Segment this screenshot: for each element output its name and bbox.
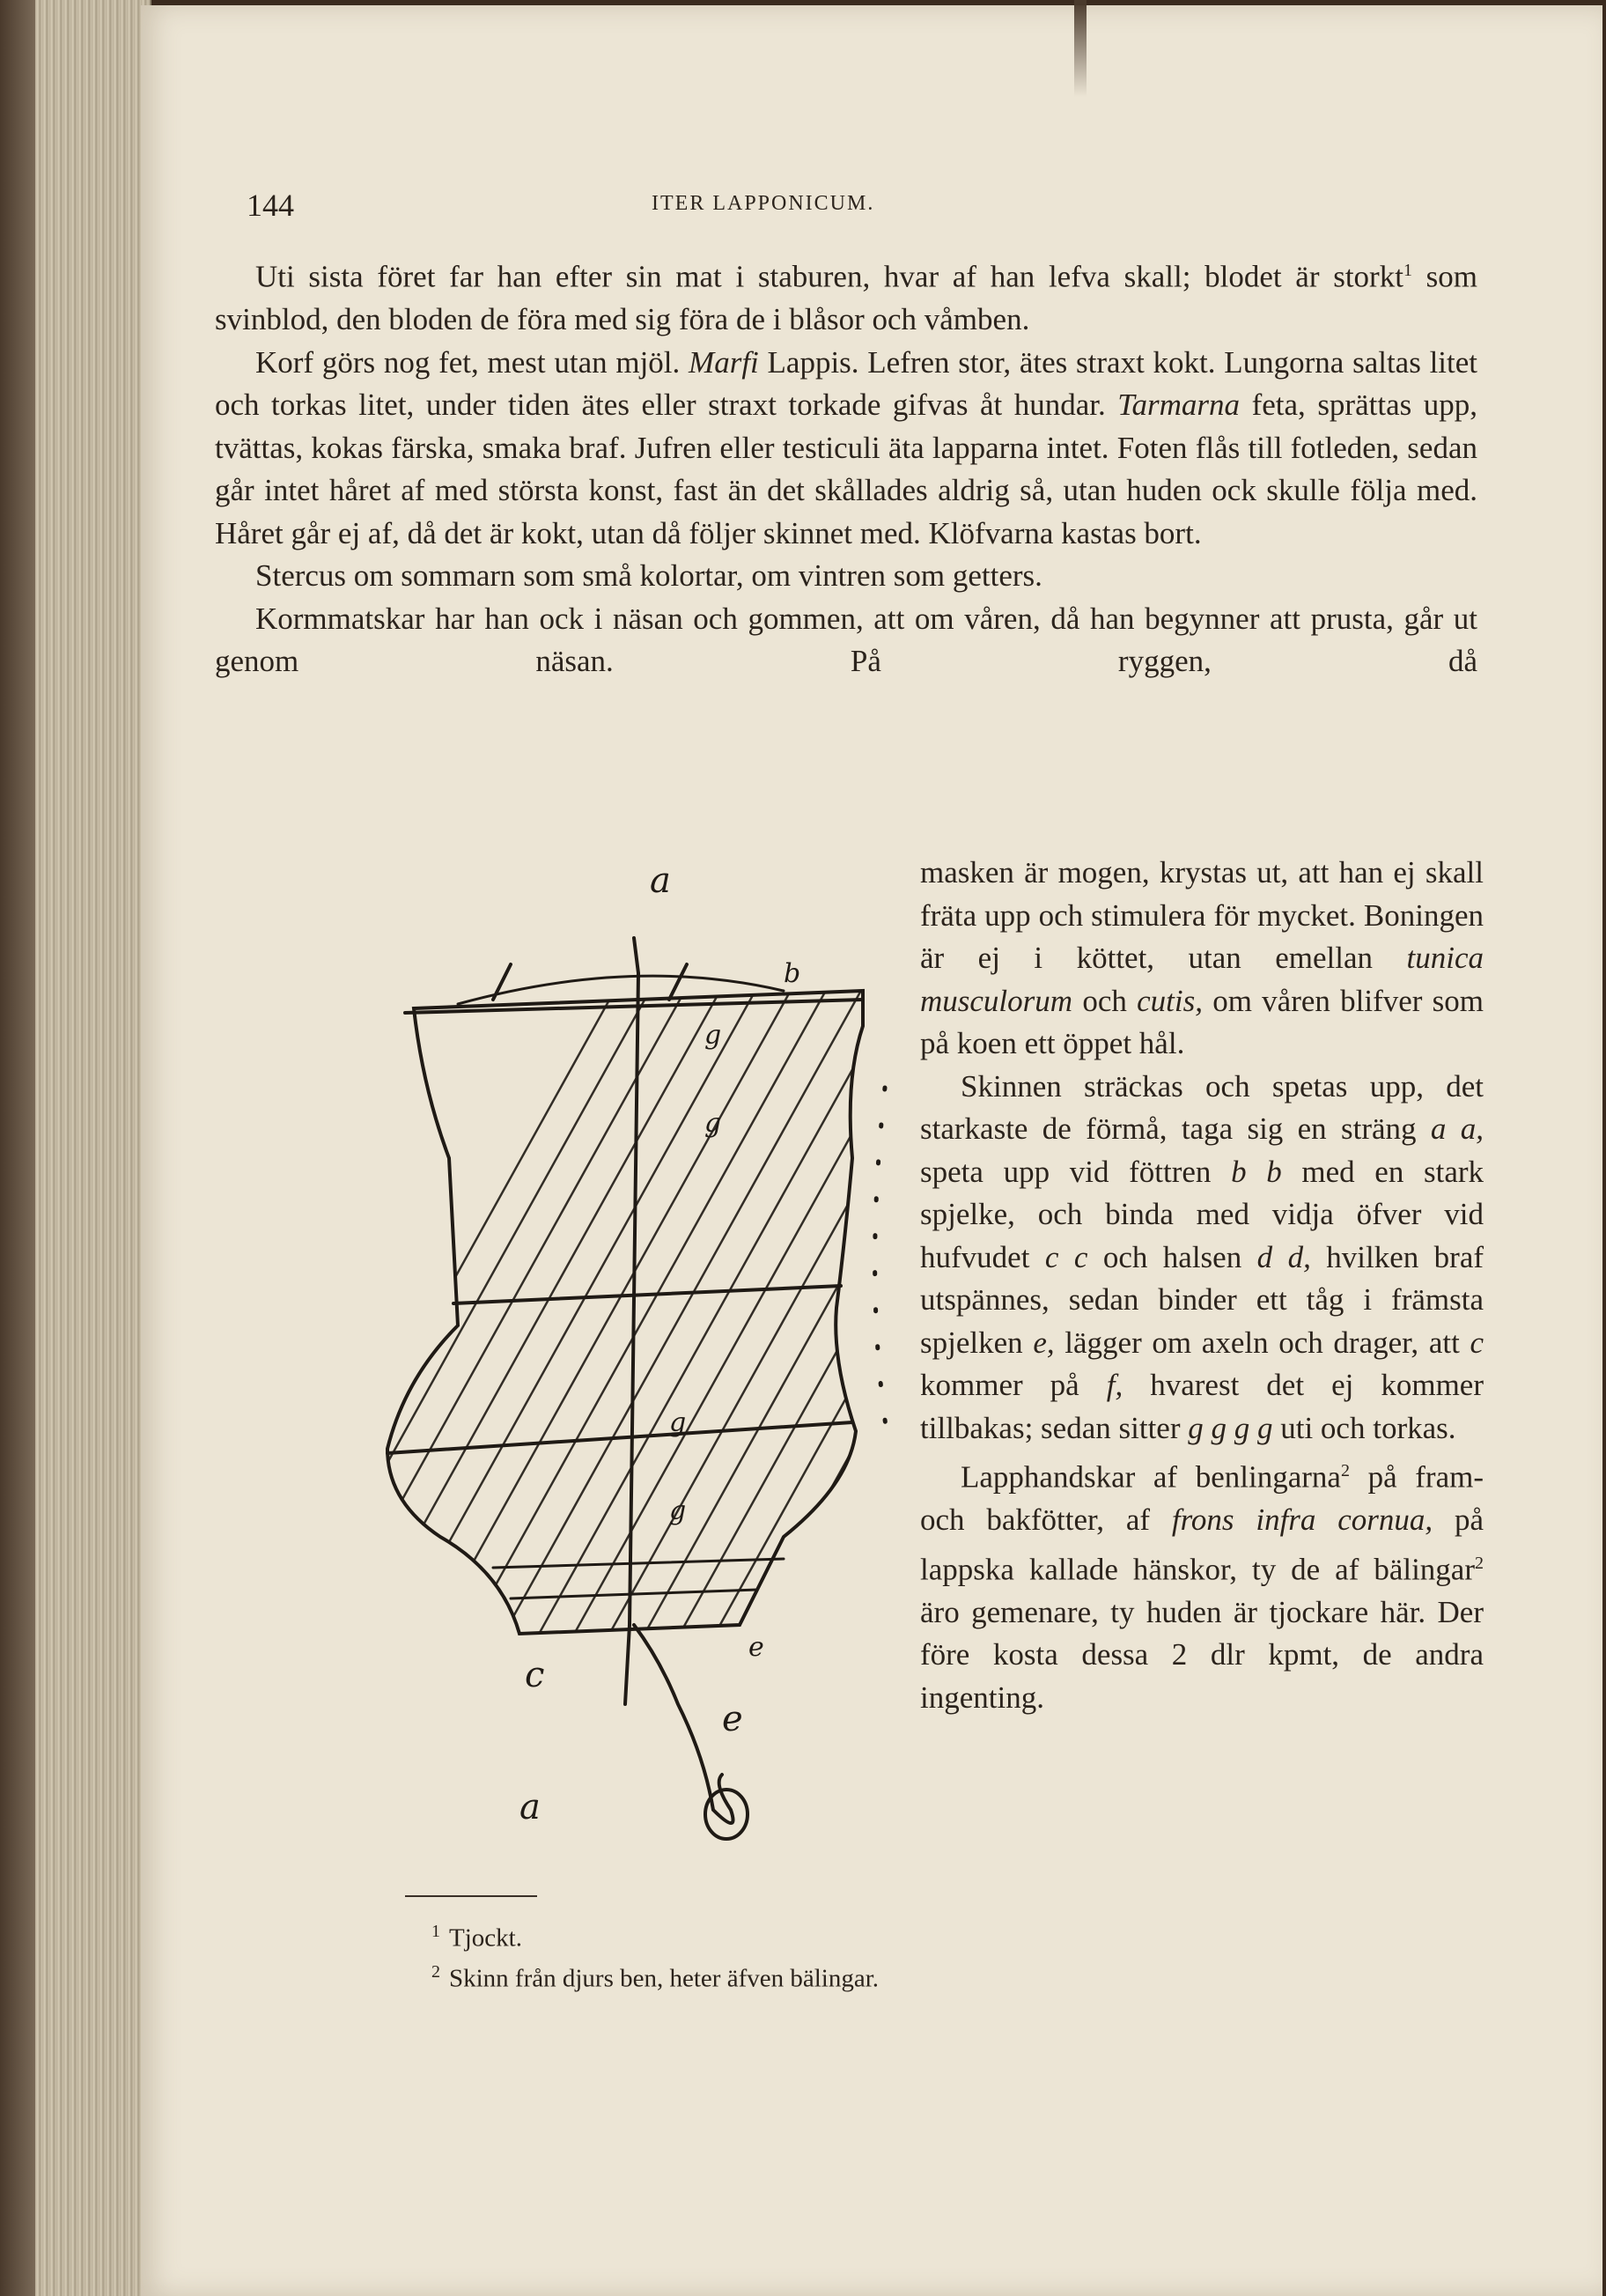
p2-text-a: Korf görs nog fet, mest utan mjöl. <box>255 344 681 380</box>
paragraph-1 <box>215 249 1477 342</box>
footnote-ref-2: 2 <box>1340 1461 1350 1480</box>
p4c-text-a: masken är mogen, krystas ut, att han ej skall fräta upp och stimulera för mycket. Boningen är ej i köttet, utan emellan <box>920 855 1484 975</box>
hide-stretching-figure <box>370 867 916 1880</box>
p5-text-f: lägger om axeln och drager, att <box>1065 1325 1460 1360</box>
footnotes <box>431 1915 879 1995</box>
figure-label-e: e <box>722 1699 743 1739</box>
p4c-italic-tunica: tunica musculorum <box>920 941 1484 1018</box>
p5-italic-bb: b b <box>1231 1154 1282 1189</box>
p2-text-b: Lappis. Lefren stor, ätes straxt kokt. Lungorna saltas litet och torkas litet, under tiden ätes eller straxt torkade gifvas åt hundar. <box>215 344 1478 423</box>
footnote-2-text: Skinn från djurs ben, heter äfven bälingar. <box>449 1964 880 1993</box>
column-text-block <box>920 852 1484 1719</box>
main-text-block <box>215 249 1477 726</box>
p5-text-a: Skinnen sträckas och spetas upp, det starkaste de förmå, taga sig en sträng <box>920 1068 1484 1146</box>
p5-italic-c: c <box>1470 1325 1484 1360</box>
p4c-text-b: och <box>1082 983 1127 1018</box>
paragraph-5 <box>920 1066 1484 1451</box>
p5-italic-f: f, <box>1106 1368 1123 1402</box>
figure-label-g1: g <box>704 1020 722 1051</box>
figure-label-a-bottom: a <box>519 1787 541 1827</box>
p6-italic-frons: frons infra cornua, <box>1171 1502 1433 1538</box>
paragraph-3: Stercus om sommarn som små kolortar, om vintren som getters. <box>255 558 1042 594</box>
p4c-italic-cutis: cutis, <box>1137 983 1203 1018</box>
p6-text-d: äro gemenare, ty huden är tjockare här. Der före kosta dessa 2 dlr kpmt, de andra ingenting. <box>920 1594 1484 1715</box>
figure-label-e2: e <box>748 1632 764 1663</box>
p5-text-e: hvilken braf utspännes, sedan binder ett tåg i främsta spjelken <box>920 1239 1484 1360</box>
paragraph-4-continued <box>920 852 1484 1066</box>
footnote-2-mark: 2 <box>431 1961 440 1982</box>
p2-italic-marfi: Marfi <box>689 344 759 380</box>
p2-italic-tarmarna: Tarmarna <box>1117 388 1241 423</box>
paragraph-4: Kormmatskar har han ock i näsan och gommen, att om våren, då han begynner att prusta, går ut genom näsan. På ryggen, då <box>215 601 1477 679</box>
figure-label-c: c <box>525 1655 545 1695</box>
p4c-text-c: om våren blifver som på koen ett öppet hål. <box>920 983 1484 1060</box>
p5-italic-dd: d d, <box>1256 1239 1311 1274</box>
running-head: ITER LAPPONICUM. <box>652 192 875 215</box>
p2-text-c: feta, sprättas upp, tvättas, kokas färska, smaka braf. Jufren eller testiculi äta lapparna intet. Foten flås till fotleden, sedan går intet håret af med största konst, fast än det skållades aldrig så, utan huden ock skulle följa med. Håret går ej af, då det är kokt, utan då följer skinnet med. Klöfvarna kastas bort. <box>215 388 1477 550</box>
page-number: 144 <box>247 188 294 223</box>
footnote-1-text: Tjockt. <box>449 1923 522 1953</box>
figure-label-g4: g <box>669 1495 687 1526</box>
paragraph-6 <box>920 1450 1484 1719</box>
paragraph-2 <box>215 342 1477 556</box>
footnote-2 <box>431 1955 879 1996</box>
footnote-rule <box>405 1895 537 1897</box>
p5-text-i: uti och torkas. <box>1280 1410 1456 1445</box>
figure-label-a-top: a <box>650 867 671 901</box>
p5-text-c: med en stark spjelke, och binda med vidja öfver vid hufvudet <box>920 1154 1484 1274</box>
figure-label-b: b <box>784 958 801 989</box>
p5-italic-aa: a a, <box>1430 1111 1484 1146</box>
footnote-ref-1: 1 <box>1403 261 1412 280</box>
page-header <box>247 187 1039 231</box>
p5-text-d: och halsen <box>1102 1239 1242 1274</box>
p6-text-b: på fram- och bakfötter, af <box>920 1459 1484 1538</box>
bookmark-ribbon <box>1074 0 1087 97</box>
p5-text-h: hvarest det ej kommer tillbakas; sedan sitter <box>920 1368 1484 1445</box>
footnote-1-mark: 1 <box>431 1922 440 1941</box>
footnote-ref-3: 2 <box>1475 1553 1484 1573</box>
book-cover-edge <box>0 0 35 2296</box>
p5-italic-e: e, <box>1033 1325 1055 1360</box>
hide-outline <box>387 991 863 1634</box>
p1-text-a: Uti sista föret far han efter sin mat i staburen, hvar af han lefva skall; blodet är storkt <box>255 259 1403 294</box>
p5-text-b: speta upp vid föttren <box>920 1154 1212 1189</box>
p1-text-b: som svinblod, den bloden de föra med sig föra de i blåsor och våmben. <box>215 259 1478 337</box>
p6-text-a: Lapphandskar af benlingarna <box>961 1459 1341 1495</box>
hide-stretching-drawing <box>370 867 916 1880</box>
p5-italic-gggg: g g g g <box>1188 1410 1273 1445</box>
p5-italic-cc: c c <box>1044 1239 1088 1274</box>
p5-text-g: kommer på <box>920 1368 1079 1402</box>
figure-label-g2: g <box>704 1108 722 1139</box>
p6-text-c: på lappska kallade hänskor, ty de af bälingar <box>920 1502 1484 1587</box>
figure-label-g3: g <box>669 1407 687 1438</box>
footnote-1 <box>431 1915 879 1955</box>
